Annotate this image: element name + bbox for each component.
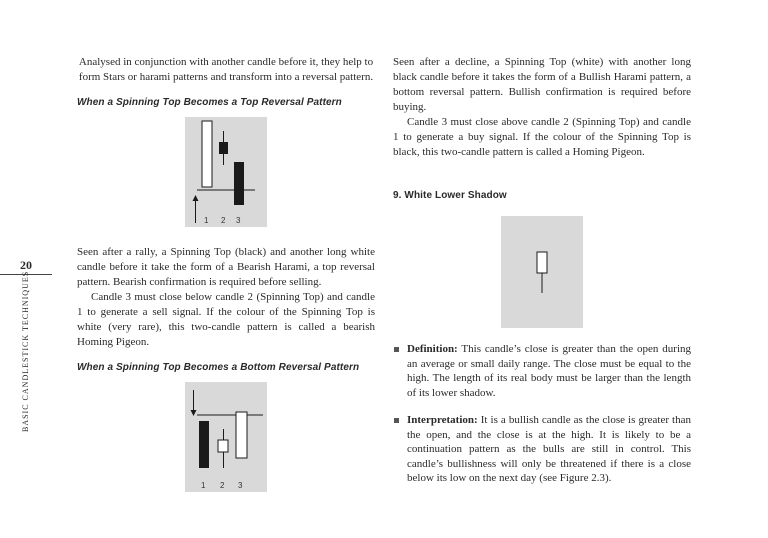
- section-heading-white-lower-shadow: 9. White Lower Shadow: [393, 190, 507, 201]
- candle-label-1: 1: [201, 481, 206, 490]
- bullet-interpretation-term: Interpretation:: [407, 414, 478, 426]
- candle-3-black: [234, 162, 244, 205]
- top-reversal-paragraph-1: Seen after a rally, a Spinning Top (black) and another long white candle before it take the form of a Bearish Harami, a top reversal pattern. Bearish confirmation is required before selling.: [77, 246, 375, 288]
- figure-top-reversal: [185, 117, 267, 227]
- figure-white-lower-shadow-svg: [501, 216, 583, 328]
- running-head: BASIC CANDLESTICK TECHNIQUES: [21, 270, 30, 432]
- figure-bottom-reversal: [185, 382, 267, 492]
- candle-1-black: [199, 421, 209, 468]
- section-heading-bottom-reversal: When a Spinning Top Becomes a Bottom Reversal Pattern: [77, 362, 360, 373]
- section-heading-top-reversal: When a Spinning Top Becomes a Top Reversal Pattern: [77, 97, 342, 108]
- candle-label-2: 2: [221, 216, 226, 225]
- bottom-reversal-paragraph-2: Candle 3 must close above candle 2 (Spinning Top) and candle 1 to generate a buy signal. If the colour of the Spinning Top is black, this two-candle pattern is called a Homing Pigeon.: [393, 116, 691, 158]
- candle-label-3: 3: [238, 481, 243, 490]
- bottom-reversal-paragraph-1: Seen after a decline, a Spinning Top (white) with another long black candle before it takes the form of a Bullish Harami pattern, a bottom reversal pattern. Bullish confirmation is required before buying.: [393, 56, 691, 113]
- candle-label-1: 1: [204, 216, 209, 225]
- candle-1-white: [202, 121, 212, 187]
- bullet-definition-text: This candle’s close is greater than the open during an average or small daily range. The close must be equal to the high. The length of its real body must be larger than the length of its lower shadow.: [407, 343, 691, 399]
- bullet-interpretation-text: It is a bullish candle as the close is greater than the open, and the close is at the high. It is likely to be a continuation pattern as the bulls are still in control. This candle’s bullishness will only be threatened if there is a close below its low on the next day (see Figure 2.3).: [407, 414, 691, 484]
- figure-top-reversal-svg: [185, 117, 267, 227]
- candle-2-white: [218, 440, 228, 452]
- candle-label-3: 3: [236, 216, 241, 225]
- bullet-interpretation: [407, 413, 691, 486]
- bullet-marker-interpretation: [394, 418, 399, 423]
- page-number: 20: [20, 258, 32, 272]
- bullet-definition: [407, 342, 691, 400]
- figure-bottom-reversal-svg: [185, 382, 267, 492]
- downtrend-arrow-head: [191, 410, 197, 416]
- candle-2-black: [219, 142, 228, 154]
- white-candle-body: [537, 252, 547, 273]
- bullet-definition-term: Definition:: [407, 343, 458, 355]
- intro-paragraph: Analysed in conjunction with another candle before it, they help to form Stars or harami patterns and transform into a reversal pattern.: [78, 56, 374, 83]
- candle-label-2: 2: [220, 481, 225, 490]
- bullet-marker-definition: [394, 347, 399, 352]
- figure-white-lower-shadow: [501, 216, 583, 328]
- uptrend-arrow-head: [193, 195, 199, 201]
- candle-3-white: [236, 412, 247, 458]
- top-reversal-paragraph-2: Candle 3 must close below candle 2 (Spinning Top) and candle 1 to generate a sell signal. If the colour of the Spinning Top is white (very rare), this two-candle pattern is called a bearish Homing Pigeon.: [77, 291, 375, 348]
